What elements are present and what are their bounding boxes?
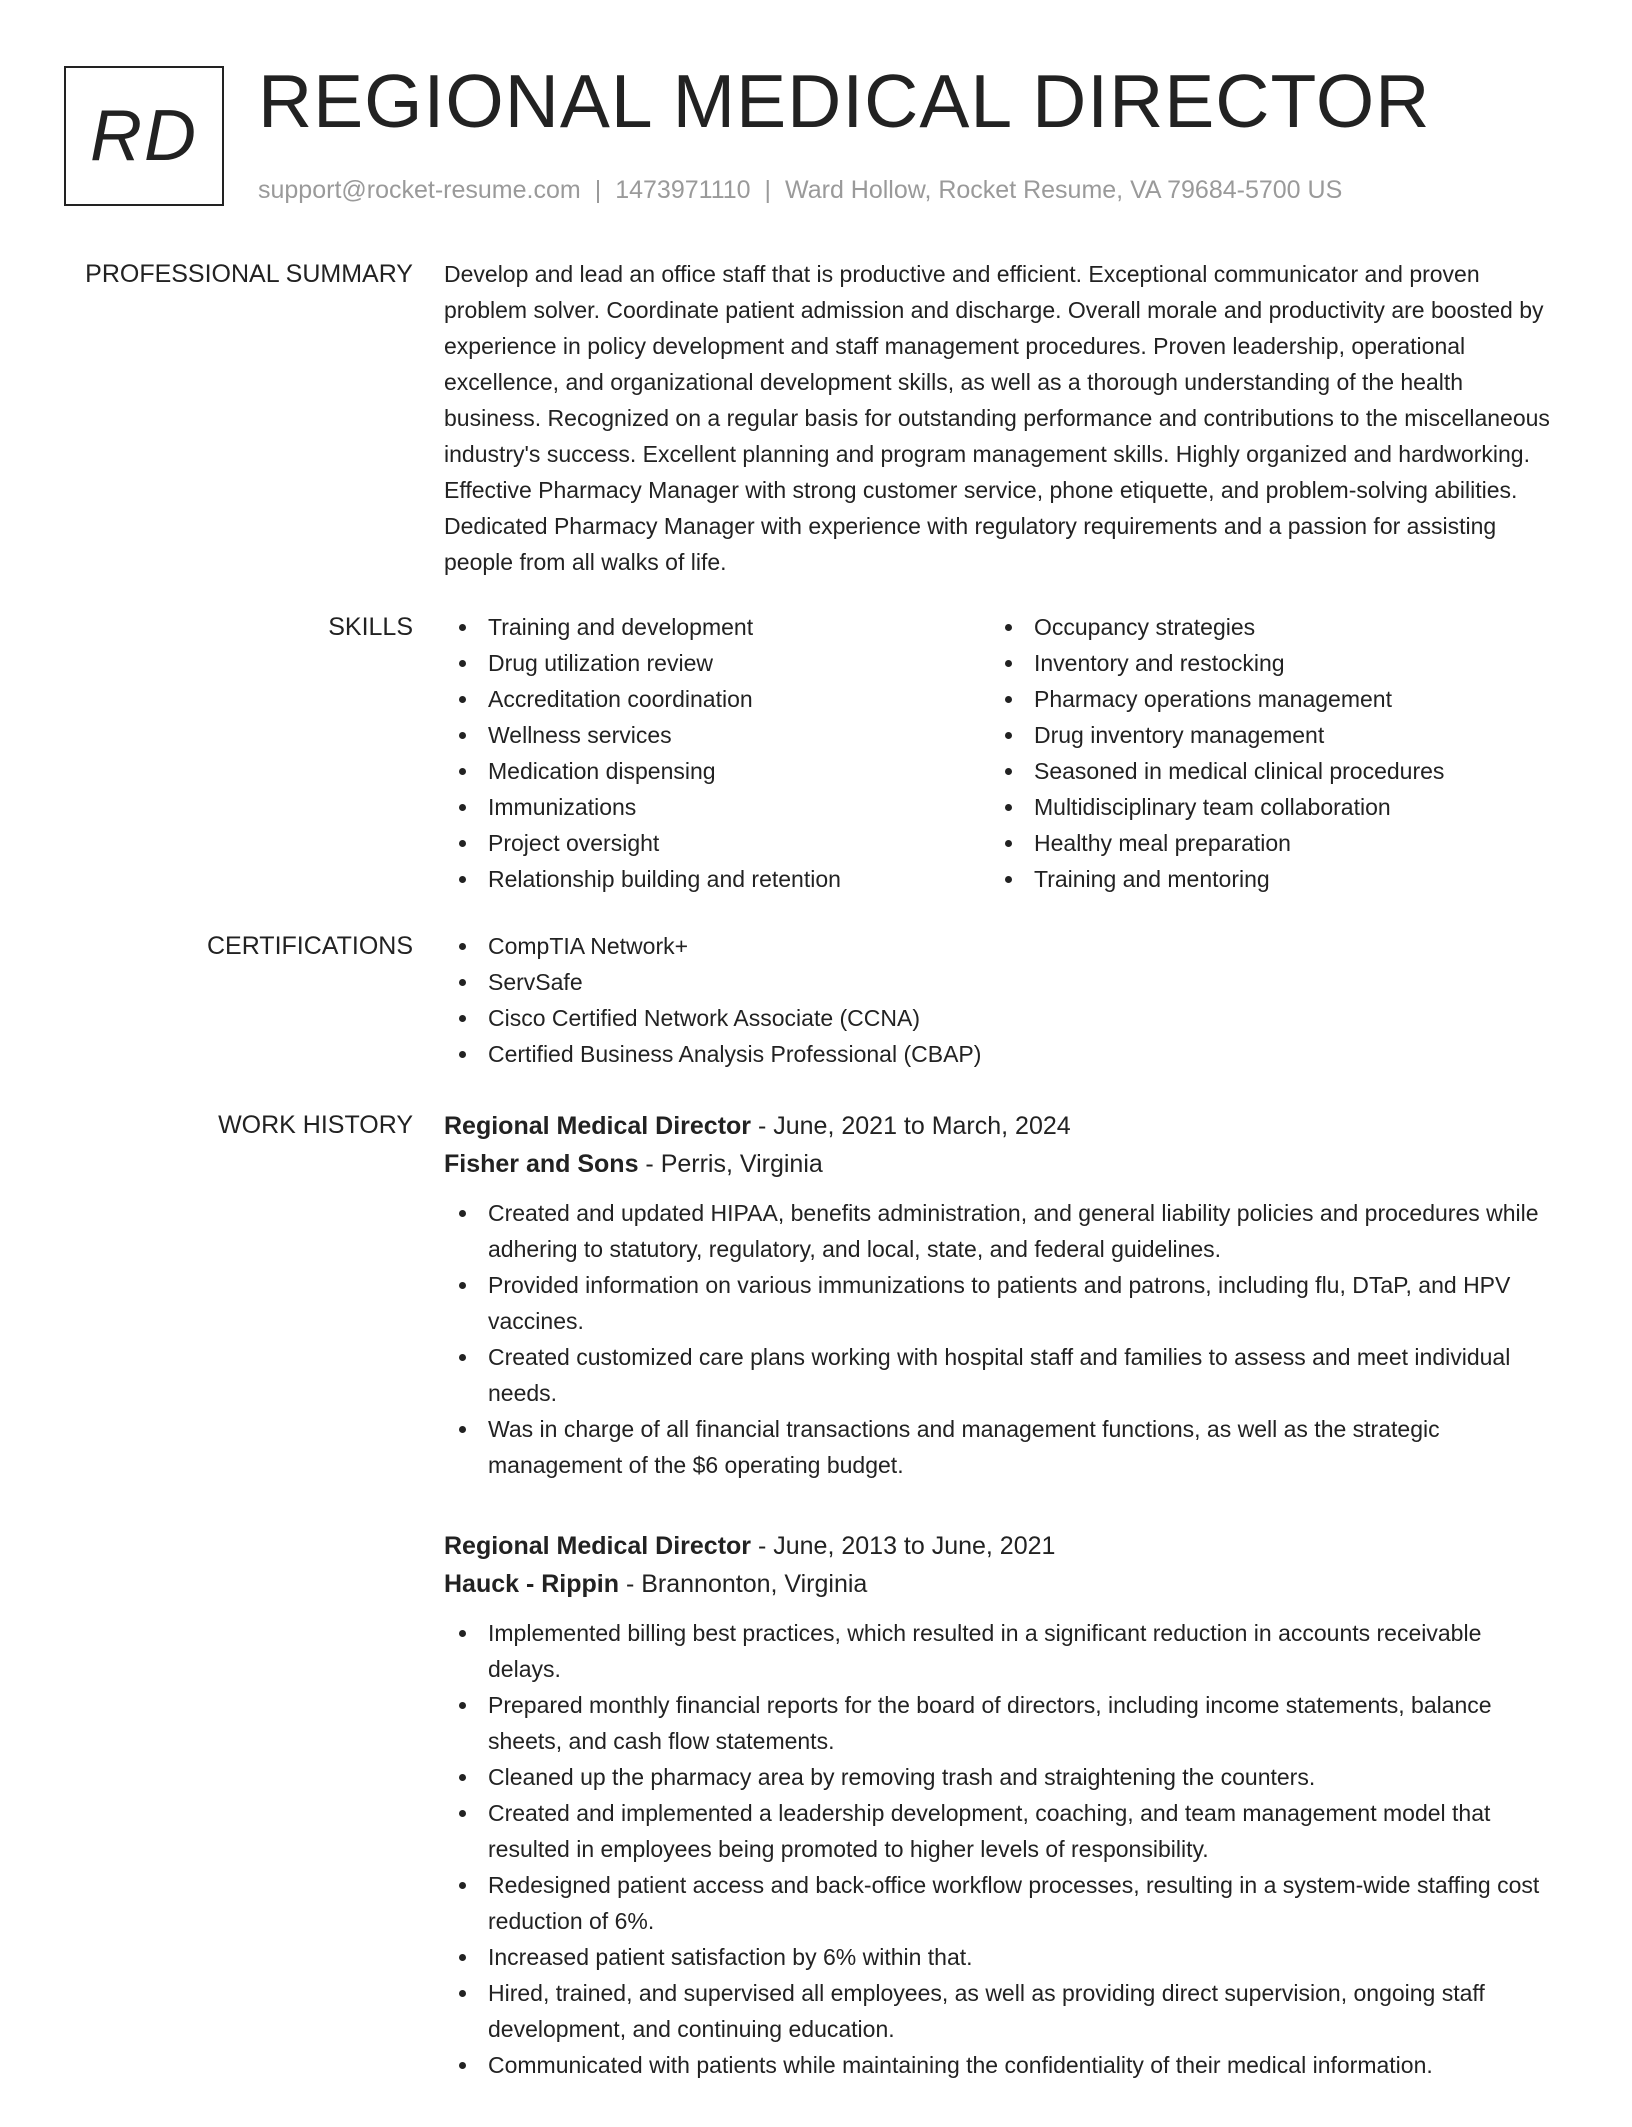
certification-item: CompTIA Network+	[444, 928, 1556, 964]
job-company-line	[444, 1145, 1556, 1183]
skill-item: Immunizations	[444, 789, 990, 825]
job-bullet: Redesigned patient access and back-office workflow processes, resulting in a system-wide staffing cost reduction of 6%.	[444, 1867, 1556, 1939]
work-history-heading: WORK HISTORY	[218, 1111, 413, 1139]
skill-item: Multidisciplinary team collaboration	[990, 789, 1536, 825]
skill-item: Accreditation coordination	[444, 681, 990, 717]
monogram-initials: RD	[90, 96, 198, 176]
job-bullet: Increased patient satisfaction by 6% within that.	[444, 1939, 1556, 1975]
job-bullet: Implemented billing best practices, which resulted in a significant reduction in accounts receivable delays.	[444, 1615, 1556, 1687]
job-company-line	[444, 1565, 1556, 1603]
skill-item: Pharmacy operations management	[990, 681, 1536, 717]
job-bullet: Created and updated HIPAA, benefits administration, and general liability policies and procedures while adhering to statutory, regulatory, and local, state, and federal guidelines.	[444, 1195, 1556, 1267]
job-bullet: Created customized care plans working with hospital staff and families to assess and meet individual needs.	[444, 1339, 1556, 1411]
job-bullet: Hired, trained, and supervised all employees, as well as providing direct supervision, ongoing staff development, and continuing education.	[444, 1975, 1556, 2047]
skill-item: Medication dispensing	[444, 753, 990, 789]
job-location: - Brannonton, Virginia	[619, 1570, 868, 1598]
contact-separator: |	[594, 176, 602, 204]
work-history-body	[444, 1107, 1556, 2127]
summary-text: Develop and lead an office staff that is productive and efficient. Exceptional communicator and proven problem solver. Coordinate patient admission and discharge. Overall morale and productivity are boosted by experience in policy development and staff management procedures. Proven leadership, operational excellence, and organizational development skills, as well as a thorough understanding of the health business. Recognized on a regular basis for outstanding performance and contributions to the miscellaneous industry's success. Excellent planning and program management skills. Highly organized and hardworking. Effective Pharmacy Manager with strong customer service, phone etiquette, and problem-solving abilities. Dedicated Pharmacy Manager with experience with regulatory requirements and a passion for assisting people from all walks of life.	[444, 261, 1550, 575]
certifications-list	[444, 928, 1556, 1072]
job-company: Hauck - Rippin	[444, 1570, 620, 1598]
summary-body	[444, 256, 1556, 580]
skill-item: Wellness services	[444, 717, 990, 753]
job-bullets	[444, 1195, 1556, 1483]
skills-body	[444, 609, 1556, 897]
certifications-body	[444, 928, 1556, 1072]
skills-list-left	[444, 609, 990, 897]
job-company: Fisher and Sons	[444, 1150, 639, 1178]
skill-item: Drug inventory management	[990, 717, 1536, 753]
certification-item: Certified Business Analysis Professional (CBAP)	[444, 1036, 1556, 1072]
job-bullet: Prepared monthly financial reports for the board of directors, including income statements, balance sheets, and cash flow statements.	[444, 1687, 1556, 1759]
contact-address: Ward Hollow, Rocket Resume, VA 79684-5700 US	[785, 176, 1343, 204]
job-title-line	[444, 1527, 1556, 1565]
job-title: Regional Medical Director	[444, 1532, 752, 1560]
skill-item: Training and development	[444, 609, 990, 645]
job-bullet: Provided information on various immunizations to patients and patrons, including flu, DTaP, and HPV vaccines.	[444, 1267, 1556, 1339]
skill-item: Relationship building and retention	[444, 861, 990, 897]
skill-item: Drug utilization review	[444, 645, 990, 681]
contact-phone[interactable]: 1473971110	[615, 176, 751, 204]
certification-item: ServSafe	[444, 964, 1556, 1000]
skills-heading: SKILLS	[328, 613, 413, 641]
skill-item: Seasoned in medical clinical procedures	[990, 753, 1536, 789]
job-bullet: Cleaned up the pharmacy area by removing trash and straightening the counters.	[444, 1759, 1556, 1795]
job-bullet: Was in charge of all financial transactions and management functions, as well as the strategic management of the $6 operating budget.	[444, 1411, 1556, 1483]
skill-item: Occupancy strategies	[990, 609, 1536, 645]
summary-heading: PROFESSIONAL SUMMARY	[85, 260, 413, 288]
job-dates: - June, 2013 to June, 2021	[751, 1532, 1056, 1560]
job-bullet: Created and implemented a leadership development, coaching, and team management model that resulted in employees being promoted to higher levels of responsibility.	[444, 1795, 1556, 1867]
skill-item: Inventory and restocking	[990, 645, 1536, 681]
job-bullets	[444, 1615, 1556, 2083]
resume-title: REGIONAL MEDICAL DIRECTOR	[258, 59, 1431, 143]
skills-list-right	[990, 609, 1536, 897]
monogram-box	[64, 66, 224, 206]
job-title: Regional Medical Director	[444, 1112, 752, 1140]
job-dates: - June, 2021 to March, 2024	[751, 1112, 1071, 1140]
contact-separator: |	[764, 176, 772, 204]
contact-line	[258, 174, 1342, 206]
certifications-heading: CERTIFICATIONS	[206, 932, 413, 960]
job-location: - Perris, Virginia	[638, 1150, 823, 1178]
certification-item: Cisco Certified Network Associate (CCNA)	[444, 1000, 1556, 1036]
skill-item: Healthy meal preparation	[990, 825, 1536, 861]
job-bullet: Communicated with patients while maintaining the confidentiality of their medical information.	[444, 2047, 1556, 2083]
skill-item: Training and mentoring	[990, 861, 1536, 897]
contact-email[interactable]: support@rocket-resume.com	[258, 176, 581, 204]
skill-item: Project oversight	[444, 825, 990, 861]
job-entry	[444, 1107, 1556, 1483]
job-title-line	[444, 1107, 1556, 1145]
job-entry	[444, 1527, 1556, 2083]
